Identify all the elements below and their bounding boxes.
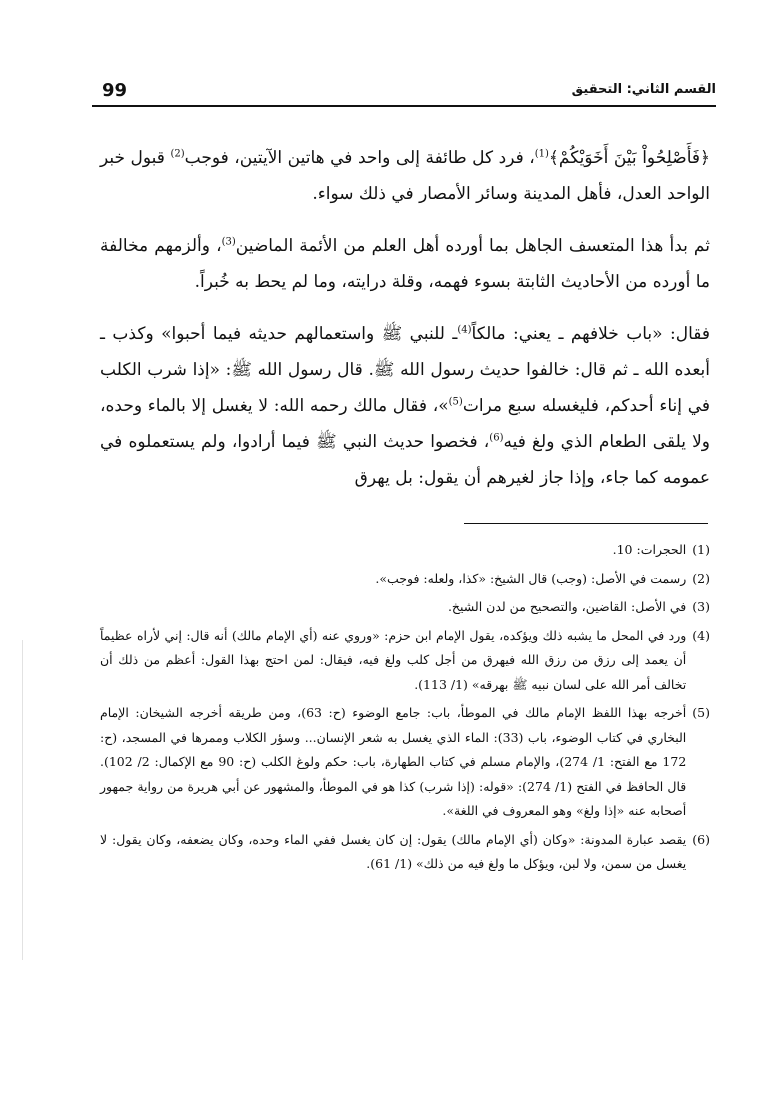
page-number: 99 — [102, 80, 128, 101]
footnote-number: (1) — [692, 542, 710, 557]
footnote-4 — [100, 624, 710, 698]
footnote-number: (4) — [692, 627, 710, 643]
footnote-2 — [100, 567, 710, 592]
paragraph-text: ، فرد كل طائفة إلى واحد في هاتين الآيتين، فوجب — [184, 148, 535, 168]
paragraph-text: ، فخصوا حديث النبي ﷺ فيما أرادوا، ولم يستعملوه في عمومه كما جاء، وإذا جاز لغيرهم أن يقول: بل يهرق — [100, 432, 710, 488]
paragraph-1 — [100, 140, 710, 212]
footnote-text: ورد في المحل ما يشبه ذلك ويؤكده، يقول الإمام ابن حزم: «وروي عنه (أي الإمام مالك) أنه قال: إني لأراه عظيماً أن يعمد إلى رزق من رزق الله فيهرق من أجل كلب ولغ فيه، فيقال: لمن احتج بهذا القول: أعظم من ذلك أن تخالف أمر الله على لسان نبيه ﷺ بهرقه» (1/ 113). — [100, 627, 687, 692]
paragraph-2 — [100, 228, 710, 300]
paragraph-text: »، فقال مالك رحمه الله: لا يغسل إلا بالماء وحده، ولا يلقى الطعام الذي ولغ فيه — [100, 396, 710, 452]
footnote-ref-2: (2) — [170, 148, 185, 160]
footnotes — [100, 538, 710, 881]
footnote-ref-4: (4) — [457, 324, 472, 336]
paragraph-text: قبول خبر الواحد العدل، فأهل المدينة وسائر الأمصار في ذلك سواء. — [100, 148, 710, 204]
footnote-1 — [100, 538, 710, 563]
footnote-ref-3: (3) — [221, 236, 236, 248]
page-header — [92, 76, 716, 106]
footnote-5 — [100, 701, 710, 824]
paragraph-text: ثم بدأ هذا المتعسف الجاهل بما أورده أهل العلم من الأئمة الماضين — [235, 236, 710, 256]
footnote-text: رسمت في الأصل: (وجب) قال الشيخ: «كذا، ولعله: فوجب». — [375, 570, 687, 586]
footnote-text: في الأصل: القاضين، والتصحيح من لدن الشيخ. — [447, 599, 687, 614]
footnote-text: أخرجه بهذا اللفظ الإمام مالك في الموطأ، باب: جامع الوضوء (ح: 63)، ومن طريقه أخرجه الشيخان: الإمام البخاري في كتاب الوضوء، باب (33): الماء الذي يغسل به شعر الإنسان... وسؤر الكلاب وممرها في المسجد، (ح: 172 مع الفتح: 1/ 274)، والإمام مسلم في كتاب الطهارة، باب: حكم ولوغ الكلب (ح: 90 مع الإكمال: 2/ 102). قال الحافظ في الفتح (1/ 274): «قوله: (إذا شرب) كذا هو في الموطأ، والمشهور عن أبي هريرة من رواية جمهور أصحابه عنه «إذا ولغ» وهو المعروف في اللغة». — [100, 705, 687, 818]
header-rule — [92, 105, 716, 107]
footnote-number: (3) — [692, 599, 710, 614]
footnote-ref-5: (5) — [448, 396, 463, 408]
paragraph-3 — [100, 316, 710, 496]
paragraph-text: ، وألزمهم مخالفة ما أورده من الأحاديث الثابتة بسوء فهمه، وقلة درايته، وما لم يحط به خُبراً. — [100, 236, 710, 292]
footnote-separator — [464, 523, 708, 524]
footnote-ref-6: (6) — [489, 432, 504, 444]
main-text — [100, 140, 710, 496]
footnote-3 — [100, 595, 710, 620]
paragraph-text: فقال: «باب خلافهم ـ يعني: مالكاً — [471, 324, 710, 344]
paragraph-text: ـ للنبي ﷺ واستعمالهم حديثه فيما أحبوا» وكذب ـ أبعده الله ـ ثم قال: خالفوا حديث رسول الله ﷺ. قال رسول الله ﷺ: «إذا شرب الكلب في إناء أحدكم، فليغسله سبع مرات — [100, 324, 710, 416]
scan-edge-line — [22, 640, 23, 960]
footnote-text: الحجرات: 10. — [612, 542, 687, 557]
footnote-number: (6) — [692, 831, 710, 847]
footnote-number: (2) — [692, 570, 710, 586]
footnote-text: يقصد عبارة المدونة: «وكان (أي الإمام مالك) يقول: إن كان يغسل ففي الماء وحده، وكان يضعفه، وكان يقول: لا يغسل من سمن، ولا لبن، ويؤكل ما ولغ فيه من ذلك» (1/ 61). — [100, 831, 687, 871]
footnote-6 — [100, 828, 710, 877]
running-title: القسم الثاني: التحقيق — [571, 82, 716, 97]
quran-verse: ﴿فَأَصْلِحُواْ بَيْنَ أَخَوَيْكُمْ﴾ — [548, 148, 710, 168]
footnote-ref-1: (1) — [534, 148, 549, 160]
footnote-number: (5) — [692, 705, 710, 720]
